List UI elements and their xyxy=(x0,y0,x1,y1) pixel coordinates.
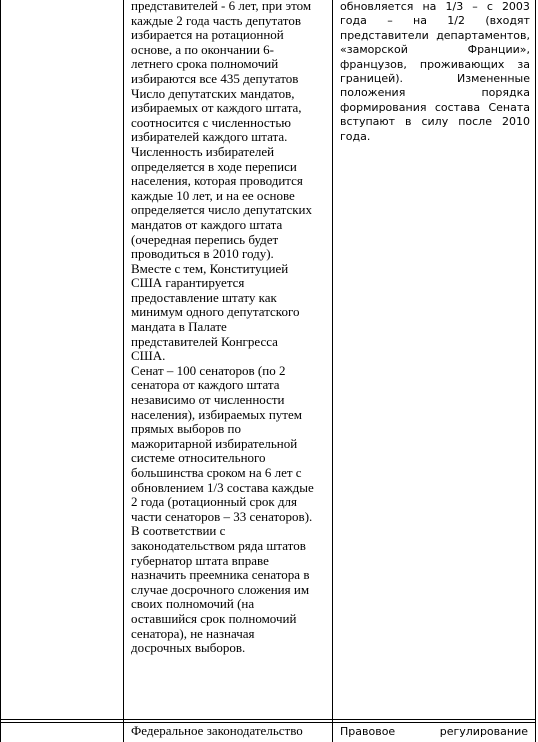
next-row-right-word: Правовое xyxy=(340,725,396,738)
next-row-right-word: регулирование xyxy=(439,725,528,738)
middle-column-line: минимум одного депутатского xyxy=(131,304,300,320)
middle-column-line: назначить преемника сенатора в xyxy=(131,567,310,583)
middle-column-line: представителей - 6 лет, при этом xyxy=(131,0,312,13)
middle-column-line: предоставление штату как xyxy=(131,289,277,305)
middle-column-line: избираются все 435 депутатов xyxy=(131,70,299,86)
middle-column-line: прямых выборов по xyxy=(131,421,241,437)
middle-column-line: избираемых от каждого штата, xyxy=(131,100,302,116)
right-column-line: положения порядка xyxy=(340,86,530,100)
right-column-line: года – на 1/2 (входят xyxy=(340,14,530,28)
right-column-line: представители департаментов, xyxy=(340,28,530,42)
middle-column-line: В соответствии с xyxy=(131,523,226,539)
middle-column-line: части сенаторов – 33 сенаторов). xyxy=(131,508,313,524)
next-row-right-cell xyxy=(340,725,528,739)
middle-column-line: избирается на ротационной xyxy=(131,27,284,43)
middle-column-line: США гарантируется xyxy=(131,275,245,291)
middle-column-line: каждые 10 лет, и на ее основе xyxy=(131,187,295,203)
middle-column-line: обновлением 1/3 состава каждые xyxy=(131,479,314,495)
middle-column-line: законодательством ряда штатов xyxy=(131,537,306,553)
right-column-line: года. xyxy=(340,129,371,143)
middle-column-line: системе относительного xyxy=(131,450,266,466)
middle-column-line: независимо от численности xyxy=(131,392,285,408)
right-column-line: вступают в силу после 2010 xyxy=(340,115,530,129)
right-column-cell xyxy=(340,0,530,144)
middle-column-line: сенатора от каждого штата xyxy=(131,377,280,393)
middle-column-line: мандата в Палате xyxy=(131,319,227,335)
middle-column-line: случае досрочного сложения им xyxy=(131,581,310,597)
middle-column-line: США. xyxy=(131,348,166,364)
middle-column-line: населения, которая проводится xyxy=(131,173,303,189)
middle-column-line: каждые 2 года часть депутатов xyxy=(131,12,301,28)
table-row-separator xyxy=(0,719,536,720)
middle-column-line: оставшийся срок полномочий xyxy=(131,610,297,626)
right-column-line: формирования состава Сената xyxy=(340,100,530,114)
middle-column-line: избирателей каждого штата. xyxy=(131,129,288,145)
next-row-middle-cell: Федеральное законодательство xyxy=(131,723,303,738)
table-border-left-outer xyxy=(0,0,1,742)
middle-column-line: Численность избирателей xyxy=(131,143,275,159)
middle-column-line: мандатов от каждого штата xyxy=(131,216,283,232)
middle-column-line: большинства сроком на 6 лет с xyxy=(131,465,302,480)
middle-column-line: 2 года (ротационный срок для xyxy=(131,494,297,510)
right-column-line: границей). Измененные xyxy=(340,71,530,85)
right-column-line: «заморской Франции», xyxy=(340,43,530,57)
middle-column-line: своих полномочий (на xyxy=(131,596,255,612)
middle-column-line: (очередная перепись будет xyxy=(131,231,279,247)
middle-column-line: Вместе с тем, Конституцией xyxy=(131,260,289,276)
middle-column-line: Сенат – 100 сенаторов (по 2 xyxy=(131,362,286,378)
right-column-line: французов, проживающих за xyxy=(340,57,530,71)
table-border-column-1 xyxy=(123,0,124,742)
middle-column-line: летнего срока полномочий xyxy=(131,56,279,72)
middle-column-line: населения), избираемых путем xyxy=(131,406,302,422)
table-border-right-outer xyxy=(535,0,536,742)
middle-column-line: губернатор штата вправе xyxy=(131,552,269,568)
middle-column-line: определяется в ходе переписи xyxy=(131,158,297,174)
middle-column-line: Число депутатских мандатов, xyxy=(131,85,295,101)
middle-column-cell xyxy=(131,0,327,656)
middle-column-line: соотносится с численностью xyxy=(131,114,291,130)
middle-column-line: сенатора), не назначая xyxy=(131,625,255,641)
middle-column-line: досрочных выборов. xyxy=(131,640,246,656)
right-column-line: обновляется на 1/3 – с 2003 xyxy=(340,0,530,13)
middle-column-line: представителей Конгресса xyxy=(131,333,278,349)
middle-column-line: основе, а по окончании 6- xyxy=(131,41,274,57)
middle-column-line: определяется число депутатских xyxy=(131,202,313,218)
middle-column-line: проводиться в 2010 году). xyxy=(131,246,274,262)
middle-column-line: мажоритарной избирательной xyxy=(131,435,298,451)
table-border-column-2 xyxy=(332,0,333,742)
